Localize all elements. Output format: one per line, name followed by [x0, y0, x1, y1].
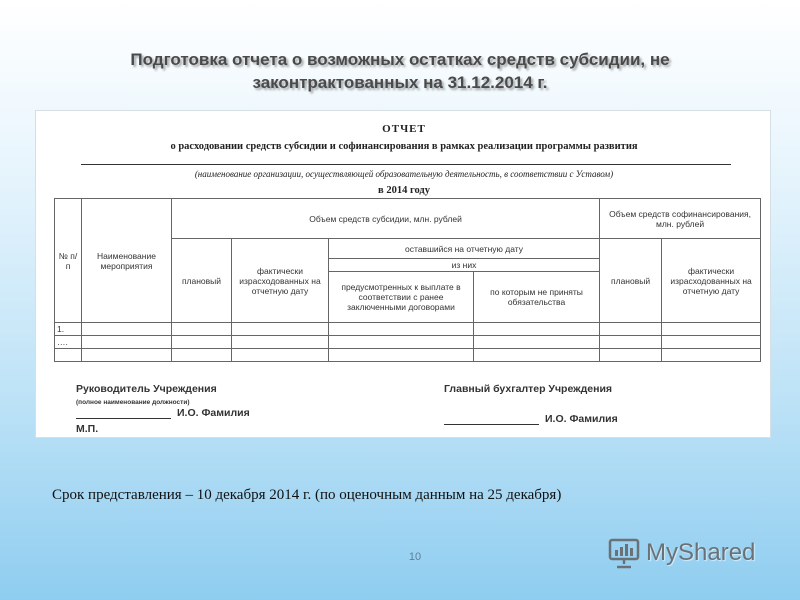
- accountant-signature: [444, 413, 618, 425]
- head-signature-line: [76, 418, 171, 419]
- form-year: в 2014 году: [378, 185, 430, 196]
- page-number: 10: [408, 551, 422, 563]
- header-planned: плановый: [172, 239, 232, 323]
- head-title: Руководитель Учреждения: [76, 383, 217, 395]
- table-row: [55, 323, 761, 336]
- accountant-title: Главный бухгалтер Учреждения: [444, 383, 613, 395]
- deadline-text: Срок представления – 10 декабря 2014 г. (по оценочным данным на 25 декабря): [52, 487, 562, 503]
- header-of-which: из них: [329, 259, 600, 272]
- row-number: ….: [55, 336, 82, 349]
- accountant-signature-line: [444, 424, 539, 425]
- row-number: 1.: [55, 323, 82, 336]
- header-activity-name: Наименование мероприятия: [82, 199, 172, 323]
- form-subheading: о расходовании средств субсидии и софинансирования в рамках реализации программы развития: [170, 141, 638, 152]
- slide-title-line2: законтрактованных на 31.12.2014 г.: [252, 73, 548, 92]
- head-name: И.О. Фамилия: [177, 407, 250, 419]
- header-subsidy-group: Объем средств субсидии, млн. рублей: [172, 199, 600, 239]
- org-caption: (наименование организации, осуществляющей образовательную деятельность, в соответствии с Уставом): [194, 169, 614, 179]
- accountant-name: И.О. Фамилия: [545, 413, 618, 425]
- watermark-text: MyShared: [646, 539, 756, 566]
- header-cofin-planned: плановый: [600, 239, 662, 323]
- slide-title-line1: Подготовка отчета о возможных остатках средств субсидии, не: [130, 50, 670, 69]
- report-table: [54, 198, 761, 362]
- org-name-line: [81, 164, 731, 165]
- header-num: № п/п: [55, 199, 82, 323]
- table-row: [55, 336, 761, 349]
- header-contracted: предусмотренных к выплате в соответствии с ранее заключенными договорами: [329, 272, 474, 323]
- form-heading: ОТЧЕТ: [382, 123, 426, 135]
- report-form-image: [35, 110, 771, 438]
- header-cofinancing-group: Объем средств софинансирования, млн. рублей: [600, 199, 761, 239]
- table-row: [55, 349, 761, 362]
- head-signature: [76, 407, 250, 419]
- header-remaining: оставшийся на отчетную дату: [329, 239, 600, 259]
- slide-title: [60, 48, 740, 94]
- header-cofin-actual: фактически израсходованных на отчетную дату: [662, 239, 761, 323]
- header-not-contracted: по которым не приняты обязательства: [474, 272, 600, 323]
- head-position-caption: (полное наименование должности): [76, 399, 190, 406]
- header-actual-spent: фактически израсходованных на отчетную дату: [232, 239, 329, 323]
- presentation-icon: [608, 537, 640, 569]
- stamp-label: М.П.: [76, 423, 99, 435]
- watermark-logo: [608, 536, 755, 570]
